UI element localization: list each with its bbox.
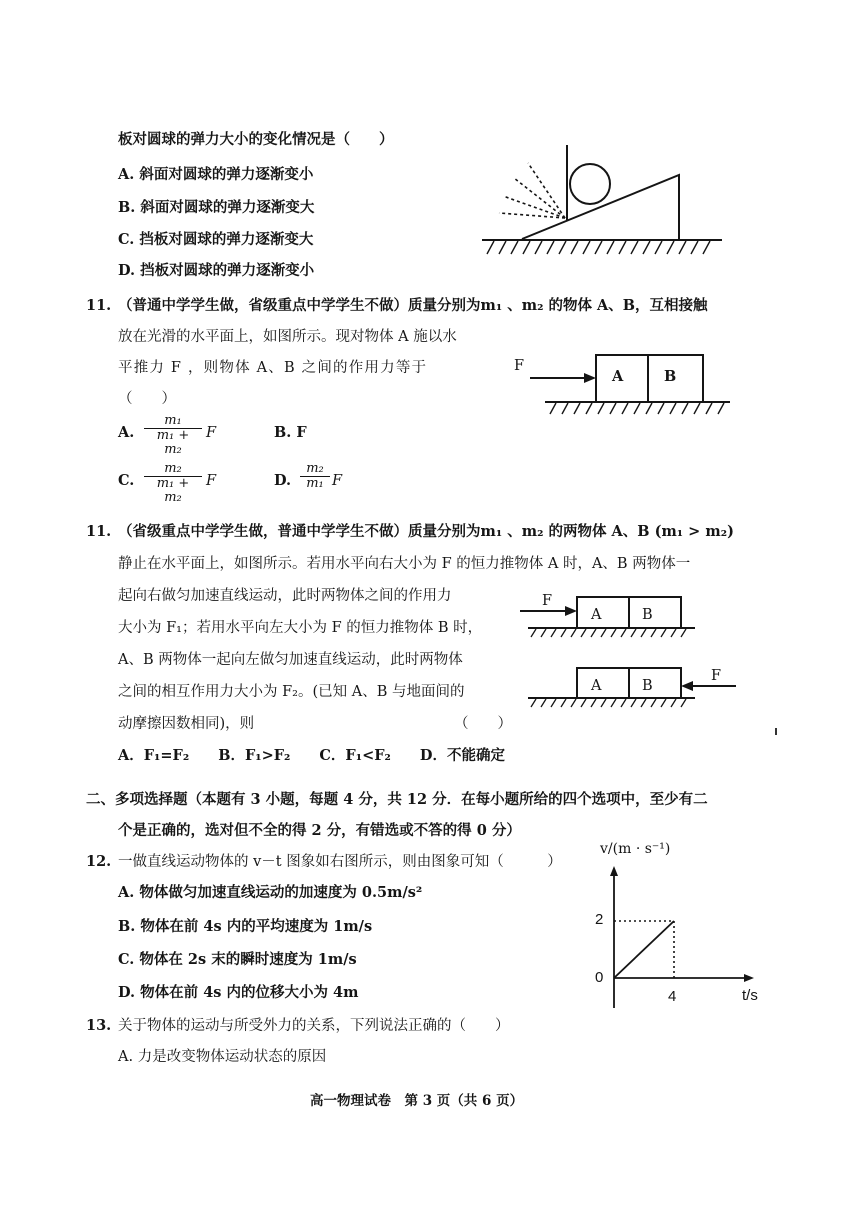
fraction-numerator: m₂ <box>300 462 330 477</box>
chart-ylabel: v/(m · s⁻¹) <box>600 841 671 857</box>
scan-artifact <box>775 728 777 735</box>
q10-stem-tail: 板对圆球的弹力大小的变化情况是（ ） <box>118 131 394 148</box>
q11b-line7: 动摩擦因数相同)，则 <box>118 716 255 732</box>
q11a-option-d-tail: F <box>332 473 343 489</box>
q11b-line5: A、B 两物体一起向左做匀加速直线运动，此时两物体 <box>118 652 463 668</box>
q13-stem: 关于物体的运动与所受外力的关系，下列说法正确的（ ） <box>118 1018 510 1034</box>
q13-option-a: A. 力是改变物体运动状态的原因 <box>118 1049 327 1065</box>
fraction-denominator: m₁ <box>306 476 324 491</box>
q11b-fig1-block-a: A <box>591 607 602 623</box>
q12-option-b: B. 物体在前 4s 内的平均速度为 1m/s <box>118 918 373 935</box>
q11a-option-c-tail: F <box>206 473 217 489</box>
q11b-line6: 之间的相互作用力大小为 F₂。(已知 A、B 与地面间的 <box>118 684 465 700</box>
q11b-answer-bracket: （ ） <box>454 716 512 732</box>
q11b-line4: 大小为 F₁；若用水平向左大小为 F 的恒力推物体 B 时， <box>118 620 483 636</box>
section2-heading-line2: 个是正确的，选对但不全的得 2 分，有错选或不答的得 0 分） <box>118 822 521 839</box>
q10-option-d: D. 挡板对圆球的弹力逐渐变小 <box>118 262 315 279</box>
section2-heading-line1: 二、多项选择题（本题有 3 小题，每题 4 分，共 12 分．在每小题所给的四个选项中，至少有二 <box>86 791 708 808</box>
q13-number: 13. <box>86 1017 112 1034</box>
q11b-fig2-block-a: A <box>591 678 602 694</box>
x-axis-arrow <box>744 974 754 982</box>
q12-option-a: A. 物体做匀加速直线运动的加速度为 0.5m/s² <box>118 884 423 901</box>
q11a-number: 11. <box>86 297 112 314</box>
q11a-fig-block-b: B <box>664 368 677 385</box>
q11a-line1: （普通中学学生做，省级重点中学学生不做）质量分别为m₁ 、m₂ 的物体 A、B，互相接触 <box>118 297 708 314</box>
q11a-option-c-fraction <box>144 462 202 505</box>
q11a-fig-block-a: A <box>612 368 624 385</box>
q11b-fig2-block-b: B <box>642 678 653 694</box>
chart-origin-label: 0 <box>595 969 604 986</box>
page-footer: 高一物理试卷 第 3 页（共 6 页） <box>310 1093 524 1109</box>
q11a-option-a-fraction <box>144 414 202 457</box>
q12-number: 12. <box>86 853 112 870</box>
q11a-option-c-label: C. <box>118 472 135 489</box>
q11b-fig1-block-b: B <box>642 607 653 623</box>
q12-stem: 一做直线运动物体的 v－t 图象如右图所示，则由图象可知（ ） <box>118 854 562 870</box>
q11a-line2: 放在光滑的水平面上，如图所示。现对物体 A 施以水 <box>118 329 457 345</box>
fraction-numerator: m₁ <box>144 414 202 429</box>
q12-option-d: D. 物体在前 4s 内的位移大小为 4m <box>118 984 359 1001</box>
fraction-denominator: m₁ + m₂ <box>156 476 190 505</box>
q11a-option-d-fraction <box>300 462 330 491</box>
q11a-option-a-tail: F <box>206 425 217 441</box>
fraction-denominator: m₁ + m₂ <box>156 428 190 457</box>
q11b-line3: 起向右做匀加速直线运动，此时两物体之间的作用力 <box>118 588 452 604</box>
q11b-fig2-force-label: F <box>711 668 722 684</box>
q10-option-b: B. 斜面对圆球的弹力逐渐变大 <box>118 199 315 216</box>
q11a-option-d-label: D. <box>274 472 292 489</box>
q11b-options: A．F₁=F₂ B．F₁>F₂ C．F₁<F₂ D．不能确定 <box>118 747 505 764</box>
q11a-fig-force-label: F <box>514 358 525 374</box>
q11a-option-b: B. F <box>274 424 307 441</box>
y-axis-arrow <box>610 866 618 876</box>
chart-x-tick-label: 4 <box>668 988 677 1005</box>
chart-y-tick-label: 2 <box>595 911 604 928</box>
q11b-line2: 静止在水平面上，如图所示。若用水平向右大小为 F 的恒力推物体 A 时，A、B 两物体一 <box>118 556 691 572</box>
chart-xlabel: t/s <box>742 987 758 1004</box>
q11a-line3: 平推力 F ，则物体 A、B 之间的作用力等于 <box>118 360 428 376</box>
q11a-option-a-label: A. <box>118 424 135 441</box>
q11b-number: 11. <box>86 523 112 540</box>
q12-option-c: C. 物体在 2s 末的瞬时速度为 1m/s <box>118 951 357 968</box>
fraction-numerator: m₂ <box>144 462 202 477</box>
q11b-fig1-force-label: F <box>542 593 553 609</box>
q10-option-c: C. 挡板对圆球的弹力逐渐变大 <box>118 231 314 248</box>
q11b-line1: （省级重点中学学生做，普通中学学生不做）质量分别为m₁ 、m₂ 的两物体 A、B (m₁ > m₂) <box>118 523 734 540</box>
series-line <box>614 921 674 978</box>
q10-option-a: A. 斜面对圆球的弹力逐渐变小 <box>118 166 314 183</box>
q11a-line4: （ ） <box>118 391 176 407</box>
